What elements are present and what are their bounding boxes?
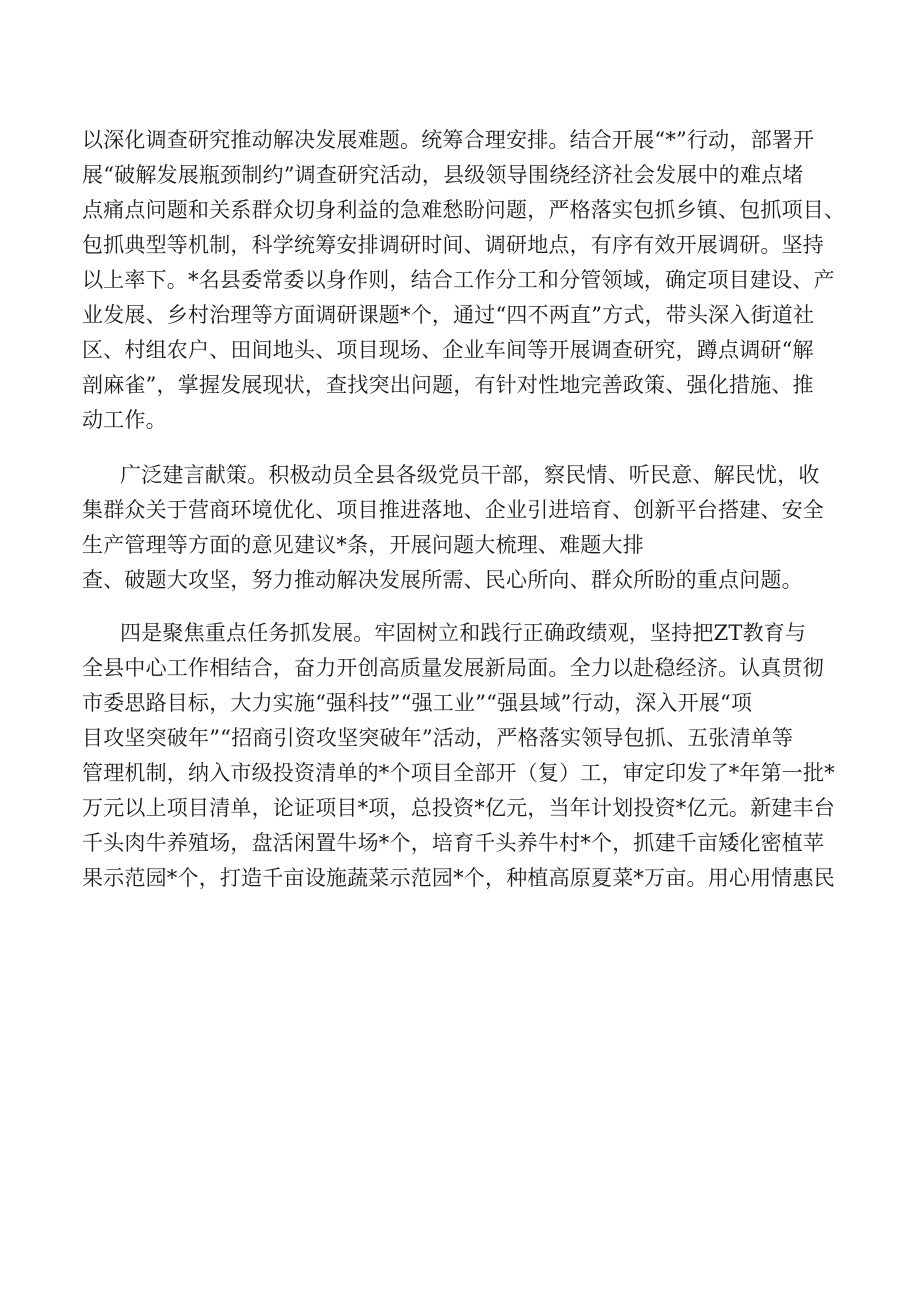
text-line-4: 包抓典型等机制，科学统筹安排调研时间、调研地点，有序有效开展调研。坚持 xyxy=(82,233,824,257)
text-line-2: 展“破解发展瓶颈制约”调查研究活动，县级领导围绕经济社会发展中的难点堵 xyxy=(82,163,804,187)
text-line-17: 目攻坚突破年”“招商引资攻坚突破年”活动，严格落实领导包抓、五张清单等 xyxy=(82,726,794,750)
text-line-18: 管理机制，纳入市级投资清单的*个项目全部开（复）工，审定印发了*年第一批* xyxy=(82,761,835,785)
text-line-13: 查、破题大攻坚，努力推动解决发展所需、民心所向、群众所盼的重点问题。 xyxy=(82,568,803,592)
text-line-9: 动工作。 xyxy=(82,408,167,432)
text-line-19: 万元以上项目清单，论证项目*项，总投资*亿元，当年计划投资*亿元。新建丰台 xyxy=(82,796,835,820)
text-line-16: 市委思路目标，大力实施“强科技”“强工业”“强县域”行动，深入开展“项 xyxy=(82,691,753,715)
text-line-5: 以上率下。*名县委常委以身作则，结合工作分工和分管领域，确定项目建设、产 xyxy=(82,268,835,292)
text-line-21: 果示范园*个，打造千亩设施蔬菜示范园*个，种植高原夏菜*万亩。用心用情惠民 xyxy=(82,866,835,890)
text-line-14: 四是聚焦重点任务抓发展。牢固树立和践行正确政绩观，坚持把ZT教育与 xyxy=(120,621,807,645)
text-line-20: 千头肉牛养殖场，盘活闲置牛场*个，培育千头养牛村*个，抓建千亩矮化密植苹 xyxy=(82,831,825,855)
text-line-1: 以深化调查研究推动解决发展难题。统筹合理安排。结合开展“*”行动，部署开 xyxy=(82,128,815,152)
text-line-15: 全县中心工作相结合，奋力开创高质量发展新局面。全力以赴稳经济。认真贯彻 xyxy=(82,656,824,680)
text-line-6: 业发展、乡村治理等方面调研课题*个，通过“四不两直”方式，带头深入街道社 xyxy=(82,303,815,327)
text-line-8: 剖麻雀”，掌握发展现状，查找突出问题，有针对性地完善政策、强化措施、推 xyxy=(82,373,814,397)
text-line-12: 生产管理等方面的意见建议*条，开展问题大梳理、难题大排 xyxy=(82,533,644,557)
text-line-10: 广泛建言献策。积极动员全县各级党员干部，察民情、听民意、解民忧，收 xyxy=(120,463,820,487)
text-line-7: 区、村组农户、田间地头、项目现场、企业车间等开展调查研究，蹲点调研“解 xyxy=(82,338,814,362)
text-line-11: 集群众关于营商环境优化、项目推进落地、企业引进培育、创新平台搭建、安全 xyxy=(82,498,824,522)
text-line-3: 点痛点问题和关系群众切身利益的急难愁盼问题，严格落实包抓乡镇、包抓项目、 xyxy=(82,198,846,222)
